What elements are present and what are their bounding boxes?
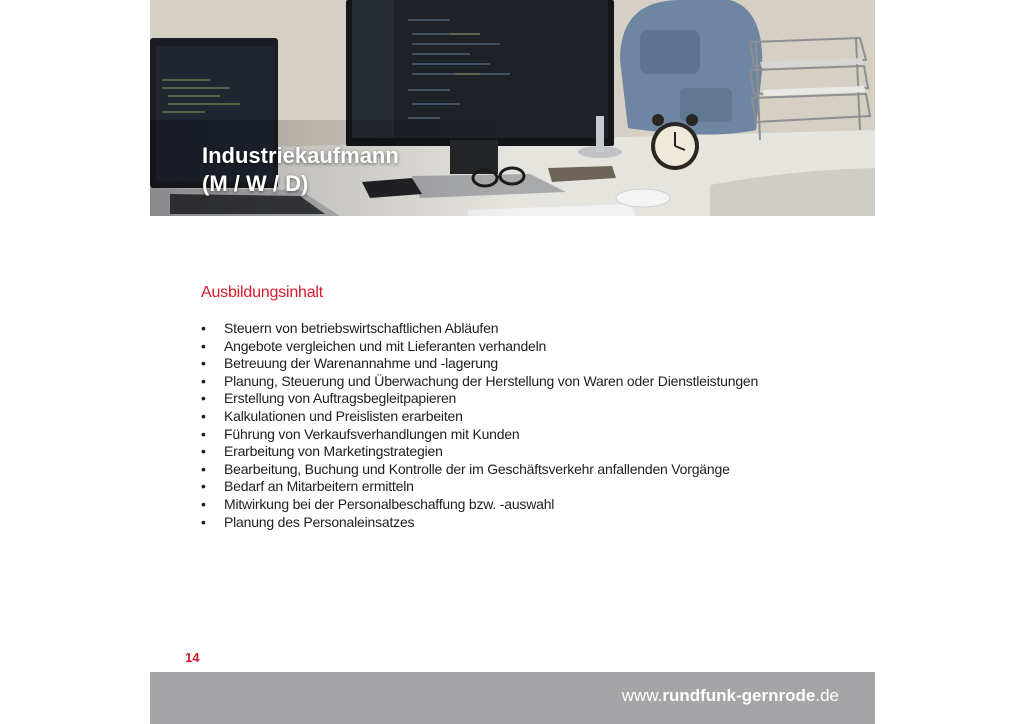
bullet-icon: • bbox=[201, 320, 206, 336]
website-link[interactable] bbox=[622, 686, 839, 706]
list-item-text: Angebote vergleichen und mit Lieferanten verhandeln bbox=[224, 337, 547, 354]
bullet-icon: • bbox=[201, 478, 206, 495]
list-item-text: Planung, Steuerung und Überwachung der Herstellung von Waren oder Dienstleistungen bbox=[224, 372, 759, 389]
bullet-icon: • bbox=[201, 355, 206, 372]
list-item bbox=[201, 408, 758, 426]
bullet-icon: • bbox=[201, 460, 206, 477]
list-item bbox=[201, 443, 758, 461]
list-item-text: Betreuung der Warenannahme und -lagerung bbox=[224, 355, 499, 372]
list-item bbox=[201, 478, 758, 496]
page-number: 14 bbox=[185, 650, 200, 665]
list-item bbox=[201, 338, 758, 356]
list-item bbox=[201, 426, 758, 444]
training-content-list bbox=[201, 320, 758, 531]
list-item bbox=[201, 373, 758, 391]
website-link-prefix: www. bbox=[621, 686, 663, 705]
list-item-text: Steuern von betriebswirtschaftlichen Abläufen bbox=[224, 320, 499, 336]
bullet-icon: • bbox=[201, 407, 206, 424]
bullet-icon: • bbox=[201, 337, 206, 354]
bullet-icon: • bbox=[201, 495, 206, 512]
list-item-text: Erarbeitung von Marketingstrategien bbox=[224, 443, 443, 460]
bullet-icon: • bbox=[201, 443, 206, 460]
bullet-icon: • bbox=[201, 425, 206, 442]
job-title-line-1: Industriekaufmann bbox=[202, 143, 399, 168]
section-title: Ausbildungsinhalt bbox=[201, 284, 324, 301]
list-item-text: Bearbeitung, Buchung und Kontrolle der im Geschäftsverkehr anfallenden Vorgänge bbox=[224, 460, 730, 477]
list-item bbox=[201, 514, 758, 532]
list-item-text: Kalkulationen und Preislisten erarbeiten bbox=[224, 407, 463, 424]
website-link-domain: rundfunk-gernrode bbox=[662, 686, 816, 705]
job-title-line-2: (M / W / D) bbox=[202, 171, 309, 196]
bullet-icon: • bbox=[201, 372, 206, 389]
bullet-icon: • bbox=[201, 513, 206, 530]
bullet-icon: • bbox=[201, 390, 206, 407]
footer-bar bbox=[150, 672, 875, 724]
list-item-text: Mitwirkung bei der Personalbeschaffung bzw. -auswahl bbox=[224, 495, 555, 512]
list-item bbox=[201, 390, 758, 408]
list-item-text: Planung des Personaleinsatzes bbox=[224, 513, 415, 530]
list-item bbox=[201, 496, 758, 514]
list-item-text: Erstellung von Auftragsbegleitpapieren bbox=[224, 390, 457, 407]
list-item bbox=[201, 320, 758, 338]
job-title bbox=[202, 142, 399, 198]
website-link-tld: .de bbox=[815, 686, 839, 705]
list-item-text: Führung von Verkaufsverhandlungen mit Kunden bbox=[224, 425, 520, 442]
hero-photo bbox=[150, 0, 875, 216]
list-item bbox=[201, 355, 758, 373]
list-item-text: Bedarf an Mitarbeitern ermitteln bbox=[224, 478, 414, 495]
list-item bbox=[201, 461, 758, 479]
